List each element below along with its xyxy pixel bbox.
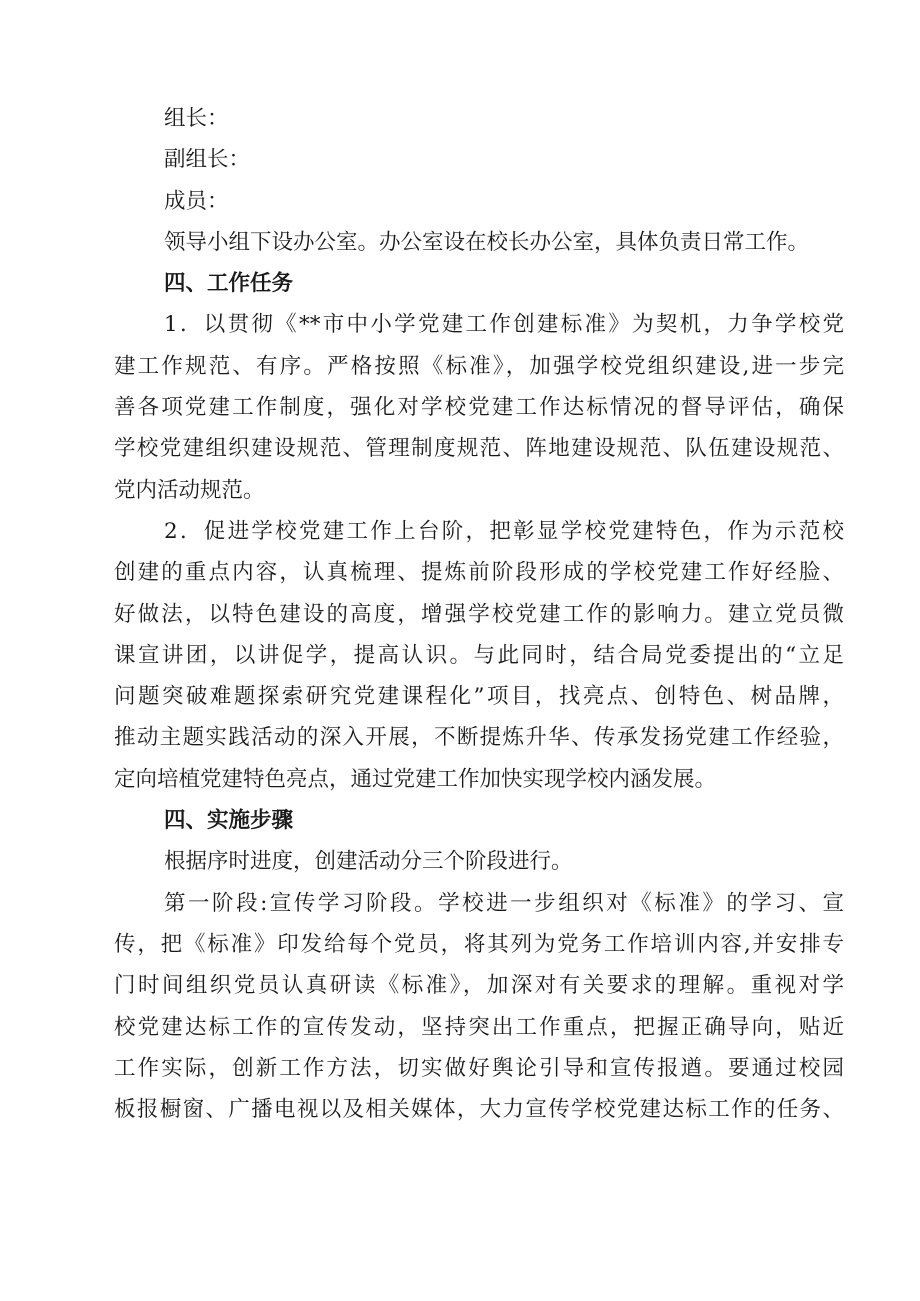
text-line: 板报橱窗、广播电视以及相关媒体，大力宣传学校党建达标工作的任务、 (114, 1097, 844, 1123)
text-line: 门时间组织党员认真研读《标准》，加深对有关要求的理解。重视对学 (114, 973, 844, 999)
section-heading: 四、实施步骤 (164, 808, 294, 834)
section-heading: 四、工作任务 (164, 271, 294, 297)
text-line: 第一阶段:宣传学习阶段。学校进一步组织对《标准》的学习、宣 (164, 890, 844, 916)
text-line: 传，把《标准》印发给每个党员，将其列为党务工作培训内容,并安排专 (114, 931, 844, 957)
text-line: 根据序时进度，创建活动分三个阶段进行。 (164, 849, 573, 875)
text-line: 推动主题实践活动的深入开展，不断提炼升华、传承发扬党建工作经验， (114, 725, 844, 751)
text-line: 建工作规范、有序。严格按照《标准》，加强学校党组织建设,进一步完 (114, 353, 844, 379)
text-line: 校党建达标工作的宣传发动，坚持突出工作重点，把握正确导向，贴近 (114, 1014, 844, 1040)
text-line: 问题突破难题探索研究党建课程化”项目，找亮点、创特色、树品牌， (114, 684, 844, 710)
text-line: 1．以贯彻《**市中小学党建工作创建标准》为契机，力争学校党 (164, 312, 844, 338)
text-line: 党内活动规范。 (114, 477, 265, 503)
text-line: 善各项党建工作制度，强化对学校党建工作达标情况的督导评估，确保 (114, 395, 844, 421)
text-line: 副组长： (164, 147, 251, 173)
text-line: 创建的重点内容，认真梳理、提炼前阶段形成的学校党建工作好经脸、 (114, 560, 844, 586)
text-line: 课宣讲团，以讲促学，提高认识。与此同时，结合局党委提出的“立足 (114, 642, 844, 668)
document-page (114, 98, 844, 1130)
text-line: 学校党建组织建设规范、管理制度规范、阵地建设规范、队伍建设规范、 (114, 436, 844, 462)
text-line: 工作实际，创新工作方法，切实做好舆论引导和宣传报遒。要通过校园 (114, 1055, 844, 1081)
text-line: 2．促进学校党建工作上台阶，把彰显学校党建特色，作为示范校 (164, 518, 844, 544)
text-line: 成员： (164, 188, 229, 214)
text-line: 定向培植党建特色亮点，通过党建工作加快实现学校内涵发展。 (114, 766, 717, 792)
text-line: 组长： (164, 106, 229, 131)
text-line: 领导小组下设办公室。办公室设在校长办公室，具体负责日常工作。 (164, 229, 810, 255)
text-line: 好做法，以特色建设的高度，增强学校党建工作的影响力。建立党员微 (114, 601, 844, 627)
